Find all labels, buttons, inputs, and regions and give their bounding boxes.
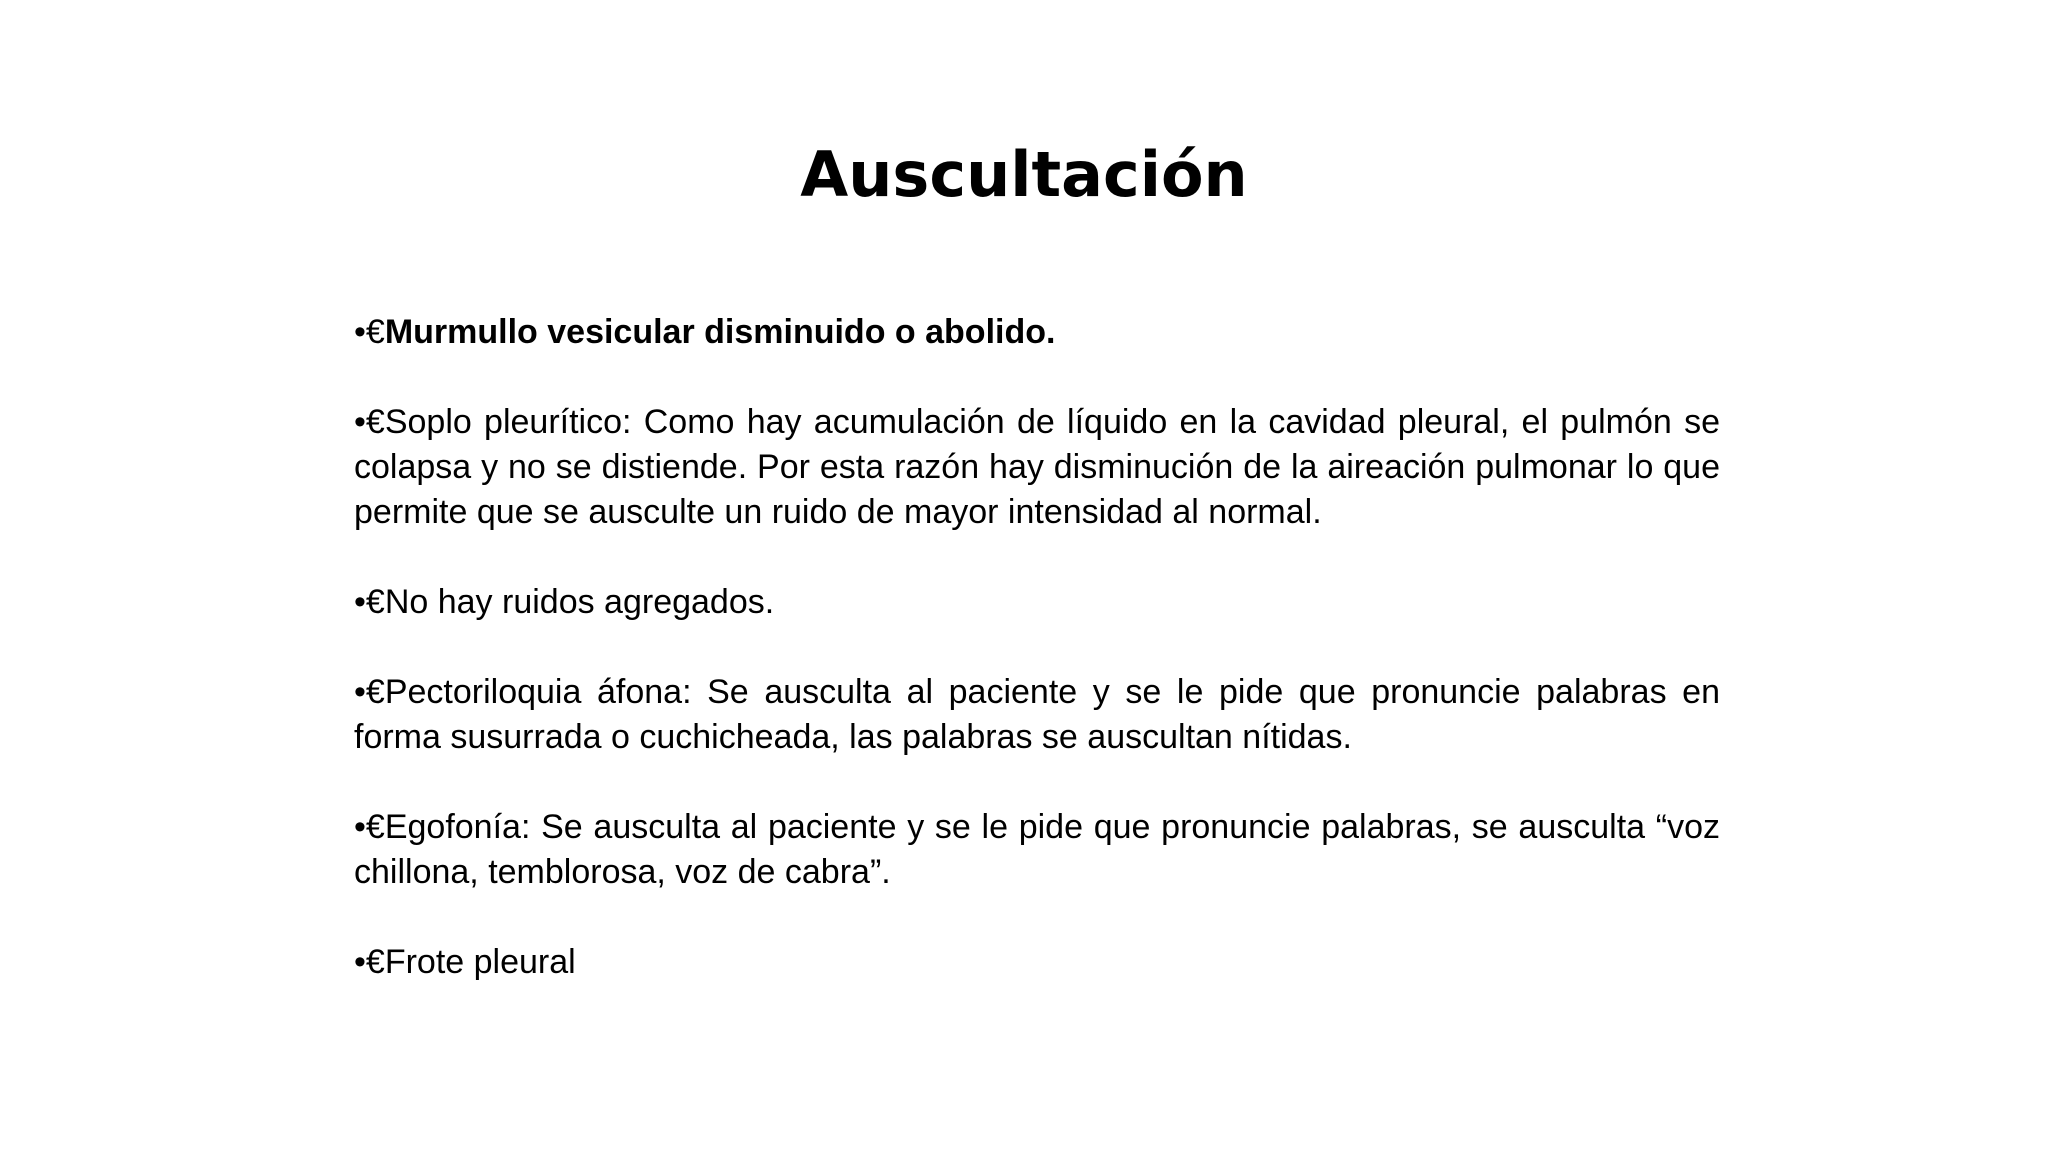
bullet-glyph: € [365, 673, 385, 711]
list-item-text: Soplo pleurítico: Como hay acumulación de líquido en la cavidad pleural, el pulmón se colapsa y no se distiende. Por esta razón hay disminución de la aireación pulmonar lo que permite que se ausculte un ruido de mayor intensidad al normal. [354, 403, 1720, 531]
bullet-glyph: € [365, 313, 385, 351]
list-item-text: Pectoriloquia áfona: Se ausculta al paciente y se le pide que pronuncie palabras en forma susurrada o cuchicheada, las palabras se auscultan nítidas. [354, 673, 1720, 756]
list-item-egofonia [354, 805, 1720, 895]
bullet-list [354, 310, 1720, 1030]
bullet-glyph: € [365, 583, 385, 621]
bullet-glyph: € [365, 403, 385, 441]
list-item-text: No hay ruidos agregados. [384, 583, 775, 621]
bullet-glyph: € [365, 943, 385, 981]
list-item-text: Egofonía: Se ausculta al paciente y se le pide que pronuncie palabras, se ausculta “voz chillona, temblorosa, voz de cabra”. [354, 808, 1720, 891]
bullet-dot: • [354, 808, 366, 846]
bullet-dot: • [354, 943, 366, 981]
list-item-text: Murmullo vesicular disminuido o abolido. [384, 313, 1056, 351]
slide-title: Auscultación [800, 138, 1248, 211]
list-item-pectoriloquia [354, 670, 1720, 760]
list-item-ruidos [354, 580, 1720, 625]
list-item-frote [354, 940, 1720, 985]
bullet-dot: • [354, 583, 366, 621]
bullet-dot: • [354, 313, 366, 351]
bullet-dot: • [354, 403, 366, 441]
bullet-glyph: € [365, 808, 385, 846]
list-item-text: Frote pleural [384, 943, 576, 981]
bullet-dot: • [354, 673, 366, 711]
list-item-soplo [354, 400, 1720, 535]
list-item-murmullo [354, 310, 1720, 355]
